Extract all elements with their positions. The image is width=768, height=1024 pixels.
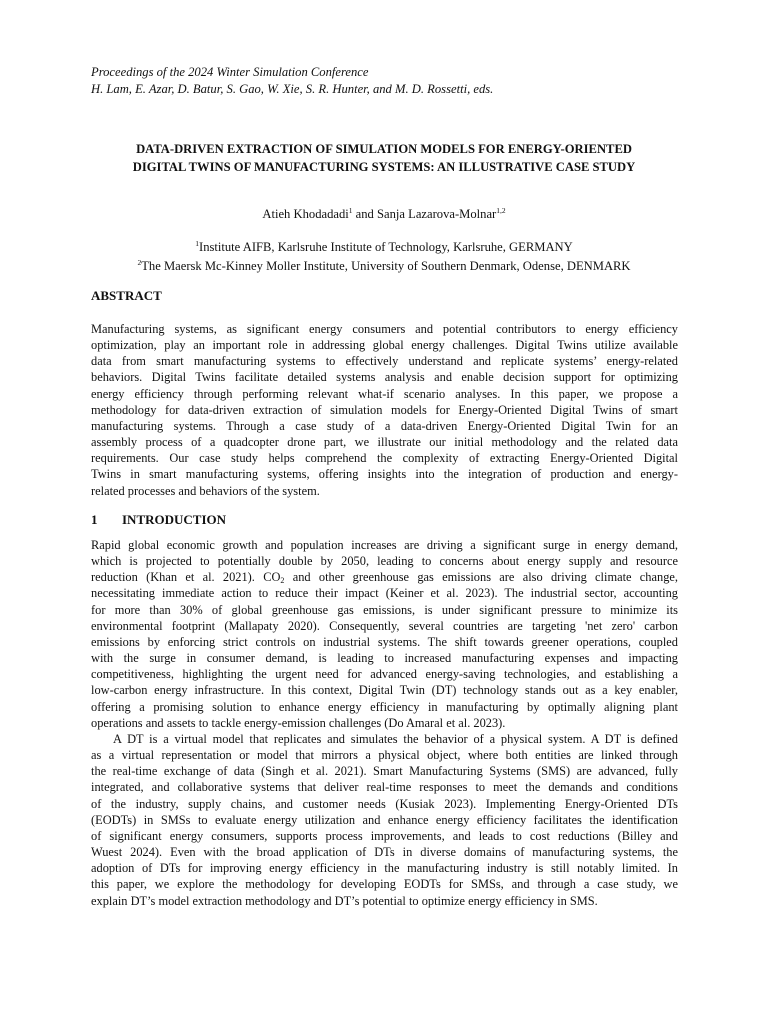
text-line: requirements. Our case study helps comprehend the complexity of extracting Energy-Oriented Digital: [91, 451, 678, 466]
text-segment: and other greenhouse gas emissions are also driving climate change,: [284, 570, 678, 585]
text-line: of significant energy consumers, supports process improvements, and leads to cost reductions (Billey and: [91, 828, 678, 843]
author-name: Atieh Khodadadi: [262, 207, 349, 221]
section-title: INTRODUCTION: [122, 512, 227, 527]
text-line: of the industry, supply chains, and customer needs (Kusiak 2023). Implementing Energy-Oriented DTs: [91, 796, 678, 811]
title-line: DATA-DRIVEN EXTRACTION OF SIMULATION MODELS FOR ENERGY-ORIENTED: [136, 142, 632, 156]
affiliations: [80, 238, 688, 276]
section-number: 1: [91, 512, 98, 527]
affiliation-marker: 2: [137, 258, 142, 267]
text-line: environmental footprint (Mallapaty 2020). Consequently, several countries are targeting 'net zero' carbon: [91, 618, 678, 633]
author-line: [80, 206, 688, 223]
text-line: A DT is a virtual model that replicates and simulates the behavior of a physical system. A DT is defined: [113, 732, 678, 746]
text-line: data from smart manufacturing systems to effectively understand and replicate systems’ energy-related: [91, 354, 678, 369]
affiliation-text: The Maersk Mc-Kinney Moller Institute, University of Southern Denmark, Odense, DENMARK: [141, 259, 631, 273]
author-connector: and: [352, 207, 377, 221]
text-line: Twins in smart manufacturing systems, offering insights into the integration of production and energy-: [91, 467, 678, 482]
text-line: Rapid global economic growth and population increases are driving a significant surge in energy demand,: [91, 538, 678, 552]
affiliation: [80, 257, 688, 276]
title-line: DIGITAL TWINS OF MANUFACTURING SYSTEMS: AN ILLUSTRATIVE CASE STUDY: [132, 160, 636, 174]
text-line: Wuest 2024). Even with the broad application of DTs in diverse domains of manufacturing systems, the: [91, 845, 678, 860]
text-line: integrated, and collaborative systems that deliver real-time responses to meet the demands and conditions: [91, 780, 678, 795]
section-heading-introduction: [91, 512, 226, 528]
text-line: assembly process of a quadcopter drone part, we illustrate our initial methodology and the related data: [91, 435, 678, 450]
text-line: as a virtual representation or model that mirrors a physical object, where both entities are linked through: [91, 748, 678, 763]
introduction-paragraph-2: [91, 731, 678, 909]
text-line: necessitating immediate action to reduce their impact (Keiner et al. 2023). The industrial sector, accounting: [91, 586, 678, 601]
text-line: related processes and behaviors of the system.: [91, 483, 320, 498]
text-line: optimization, play an important role in addressing global energy challenges. Digital Twins utilize available: [91, 338, 678, 353]
text-line: this paper, we explore the methodology for developing EODTs for SMSs, and through a case study, we: [91, 877, 678, 892]
affiliation: [80, 238, 688, 257]
paper-title: [80, 140, 688, 176]
text-line: with the surge in consumer demand, is leading to increased manufacturing expenses and impacting: [91, 651, 678, 666]
text-line: behaviors. Digital Twins facilitate detailed systems analysis and enable decision support for optimizing: [91, 370, 678, 385]
text-segment: reduction (Khan et al. 2021). CO: [91, 570, 281, 585]
text-line: adoption of DTs for improving energy efficiency in the manufacturing industry is still notably limited. In: [91, 861, 678, 876]
text-line: (EODTs) in SMSs to evaluate energy utilization and enhance energy efficiency facilitates the identification: [91, 812, 678, 827]
text-line: emissions by enforcing strict controls on industrial systems. The shift towards greener operations, coupled: [91, 634, 678, 649]
author-name: Sanja Lazarova-Molnar: [377, 207, 497, 221]
proceedings-editors: H. Lam, E. Azar, D. Batur, S. Gao, W. Xie, S. R. Hunter, and M. D. Rossetti, eds.: [91, 82, 494, 96]
text-line: which is projected to potentially double by 2050, leading to concerns about energy supply and resource: [91, 554, 678, 569]
affiliation-text: Institute AIFB, Karlsruhe Institute of Technology, Karlsruhe, GERMANY: [199, 240, 573, 254]
text-line: the real-time exchange of data (Singh et al. 2021). Smart Manufacturing Systems (SMS) are advanced, fully: [91, 764, 678, 779]
subscript: 2: [280, 576, 285, 586]
proceedings-title: Proceedings of the 2024 Winter Simulation Conference: [91, 65, 369, 79]
text-line: for more than 30% of global greenhouse gas emissions, is under significant pressure to minimize its: [91, 602, 678, 617]
text-line: energy efficiency through performing relevant what-if scenario analyses. In this paper, we propose a: [91, 386, 678, 401]
text-line: Manufacturing systems, as significant energy consumers and potential contributors to energy efficiency: [91, 322, 678, 336]
text-line: offering a promising solution to enhance energy efficiency in manufacturing by optimally aligning plant: [91, 699, 678, 714]
abstract-heading: ABSTRACT: [91, 288, 162, 303]
text-line: operations and assets to tackle energy-emission challenges (Do Amaral et al. 2023).: [91, 715, 506, 730]
text-line: [91, 569, 678, 585]
text-line: explain DT’s model extraction methodology and DT’s potential to optimize energy efficiency in SMS.: [91, 893, 598, 908]
author-affiliation-marker: 1,2: [496, 206, 506, 215]
text-line: competitiveness, highlighting the urgent need for advanced energy-saving technologies, and establishing a: [91, 667, 678, 682]
text-line: methodology for data-driven extraction of simulation models for Energy-Oriented Digital Twins of smart: [91, 402, 678, 417]
proceedings-header: [91, 64, 691, 98]
text-line: low-carbon energy infrastructure. In this context, Digital Twin (DT) technology stands out as a key enabler,: [91, 683, 678, 698]
text-line: manufacturing systems. Through a case study of a data-driven Energy-Oriented Digital Twin for an: [91, 418, 678, 433]
affiliation-marker: 1: [195, 239, 199, 248]
introduction-paragraph-1: [91, 537, 678, 731]
author-affiliation-marker: 1: [348, 206, 353, 215]
abstract-body: [91, 321, 678, 499]
